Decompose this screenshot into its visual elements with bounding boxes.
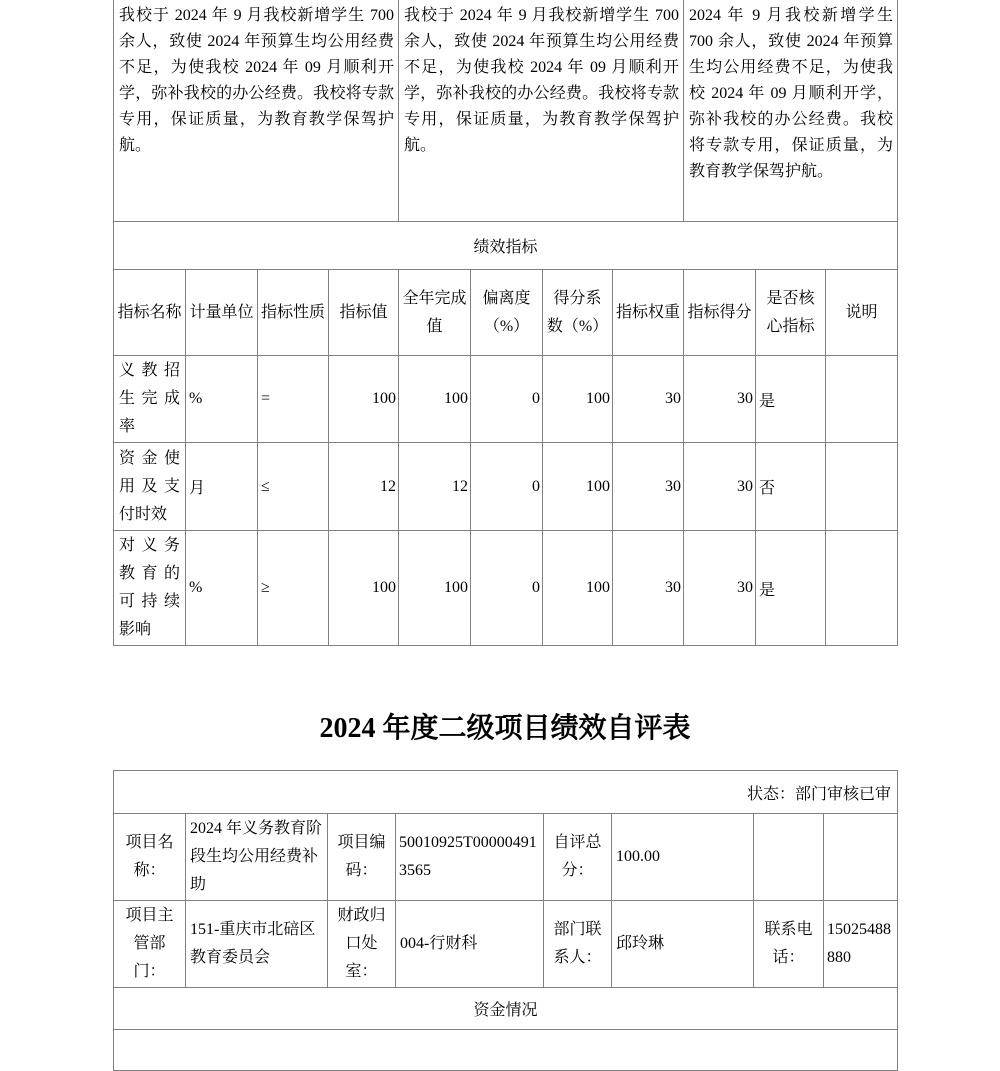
indicator-is-core: 是 [756, 356, 826, 443]
col-header-unit: 计量单位 [186, 270, 258, 356]
indicator-nature: ≤ [258, 443, 329, 531]
indicator-deviation: 0 [471, 531, 543, 646]
self-score-value: 100.00 [612, 814, 754, 901]
indicator-target: 100 [329, 531, 399, 646]
indicator-is-core: 否 [756, 443, 826, 531]
narrative-cell-3: 2024 年 9 月我校新增学生 700 余人，致使 2024 年预算生均公用经费不足，为使我校 2024 年 09 月顺利开学，弥补我校的办公经费。我校将专款专用，保证质量，为教育教学保驾护航。 [684, 0, 898, 222]
indicator-score: 30 [684, 443, 756, 531]
indicator-table [113, 0, 898, 646]
project-table [113, 770, 898, 1071]
col-header-target: 指标值 [329, 270, 399, 356]
fiscal-office-label: 财政归口处室： [328, 901, 396, 988]
clipped-empty-cell [114, 1030, 898, 1071]
indicator-weight: 30 [613, 356, 684, 443]
narrative-cell-2: 我校于 2024 年 9 月我校新增学生 700 余人，致使 2024 年预算生均公用经费不足，为使我校 2024 年 09 月顺利开学，弥补我校的办公经费。我校将专款专用，保证质量，为教育教学保驾护航。 [399, 0, 684, 222]
clipped-row [114, 1030, 898, 1071]
col-header-indicator-name: 指标名称 [114, 270, 186, 356]
indicator-deviation: 0 [471, 443, 543, 531]
indicator-score-coefficient: 100 [543, 356, 613, 443]
indicator-score: 30 [684, 356, 756, 443]
indicators-section-header: 绩效指标 [114, 222, 898, 270]
project-name-label: 项目名称： [114, 814, 186, 901]
indicator-target: 12 [329, 443, 399, 531]
indicator-note [826, 356, 898, 443]
status-row [114, 771, 898, 814]
indicator-score-coefficient: 100 [543, 443, 613, 531]
funds-section-header: 资金情况 [114, 988, 898, 1030]
indicator-name: 义教招生完成率 [114, 356, 186, 443]
narrative-cell-1: 我校于 2024 年 9 月我校新增学生 700 余人，致使 2024 年预算生均公用经费不足，为使我校 2024 年 09 月顺利开学，弥补我校的办公经费。我校将专款专用，保证质量，为教育教学保驾护航。 [114, 0, 399, 222]
indicator-row [114, 356, 898, 443]
col-header-weight: 指标权重 [613, 270, 684, 356]
indicator-weight: 30 [613, 443, 684, 531]
col-header-deviation: 偏离度（%） [471, 270, 543, 356]
fiscal-office-value: 004-行财科 [396, 901, 544, 988]
indicators-section-row [114, 222, 898, 270]
document-page [113, 0, 897, 1071]
project-code-label: 项目编码： [328, 814, 396, 901]
indicator-score: 30 [684, 531, 756, 646]
competent-dept-label: 项目主管部门： [114, 901, 186, 988]
indicator-nature: = [258, 356, 329, 443]
indicator-unit: % [186, 531, 258, 646]
project-row [114, 901, 898, 988]
self-score-label: 自评总分： [544, 814, 612, 901]
indicator-target: 100 [329, 356, 399, 443]
indicator-score-coefficient: 100 [543, 531, 613, 646]
col-header-score: 指标得分 [684, 270, 756, 356]
document-title: 2024 年度二级项目绩效自评表 [319, 713, 691, 744]
contact-person-value: 邱玲琳 [612, 901, 754, 988]
phone-label: 联系电话： [754, 901, 824, 988]
status-text: 状态：部门审核已审 [114, 771, 898, 814]
project-row [114, 814, 898, 901]
col-header-score-coefficient: 得分系数（%） [543, 270, 613, 356]
indicator-is-core: 是 [756, 531, 826, 646]
project-name-value: 2024 年义务教育阶段生均公用经费补助 [186, 814, 328, 901]
project-code-value: 50010925T000004913565 [396, 814, 544, 901]
indicator-unit: % [186, 356, 258, 443]
indicator-nature: ≥ [258, 531, 329, 646]
indicator-name: 对义务教育的可持续影响 [114, 531, 186, 646]
funds-section-row [114, 988, 898, 1030]
indicator-name: 资金使用及支付时效 [114, 443, 186, 531]
indicator-unit: 月 [186, 443, 258, 531]
col-header-note: 说明 [826, 270, 898, 356]
indicator-deviation: 0 [471, 356, 543, 443]
col-header-completed: 全年完成值 [399, 270, 471, 356]
phone-value: 15025488880 [824, 901, 898, 988]
indicator-header-row [114, 270, 898, 356]
indicator-weight: 30 [613, 531, 684, 646]
competent-dept-value: 151-重庆市北碚区教育委员会 [186, 901, 328, 988]
indicator-completed: 12 [399, 443, 471, 531]
indicator-row [114, 443, 898, 531]
indicator-note [826, 531, 898, 646]
indicator-completed: 100 [399, 531, 471, 646]
empty-cell [824, 814, 898, 901]
empty-cell [754, 814, 824, 901]
indicator-row [114, 531, 898, 646]
indicator-note [826, 443, 898, 531]
contact-person-label: 部门联系人： [544, 901, 612, 988]
narrative-row [114, 0, 898, 222]
indicator-completed: 100 [399, 356, 471, 443]
col-header-nature: 指标性质 [258, 270, 329, 356]
col-header-is-core: 是否核心指标 [756, 270, 826, 356]
